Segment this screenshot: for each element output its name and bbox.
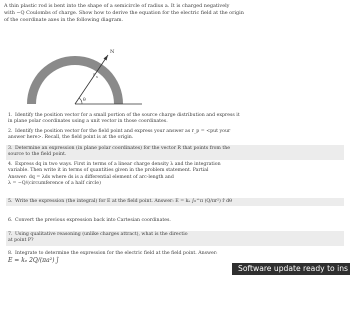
semicircle-rod — [27, 56, 123, 104]
label-theta: θ — [83, 98, 86, 103]
question-text: Write the expression (the integral) for E at the field point. Answer: E = kₑ ∫₀^π (Q/πr²) r̂ dθ — [14, 199, 232, 204]
question-text: Identify the position vector for the field point and express your answer as r_p = <put your — [14, 129, 231, 134]
question-3 — [6, 145, 344, 160]
arrowhead-icon — [104, 55, 109, 61]
question-text: in plane polar coordinates using a unit vector in those coordinates. — [8, 119, 168, 125]
question-number: 3. — [8, 146, 13, 151]
question-text: Determine an expression (in plane polar coordinates) for the vector R that points from the — [14, 146, 231, 151]
question-1 — [8, 113, 338, 126]
question-text: answer here>. Recall, the field point is at the origin. — [8, 135, 134, 141]
question-text: Integrate to determine the expression for the electric field at the field point. Answer: — [14, 251, 218, 256]
question-number: 1. — [8, 113, 13, 118]
question-7 — [6, 231, 344, 246]
intro-line: of the coordinate axes in the following diagram. — [4, 17, 124, 23]
intro-line: A thin plastic rod is bent into the shape of a semicircle of radius a. It is charged negatively — [4, 3, 230, 9]
question-text: variable. Then write it in terms of quantities given in the problem statement. Partial — [8, 168, 209, 174]
question-5 — [6, 198, 344, 206]
question-2 — [8, 129, 338, 142]
question-text: Express dq in two ways. First in terms of a linear charge density λ and the integration — [14, 162, 221, 167]
notification-text: Software update ready to ins — [238, 264, 348, 273]
question-number: 6. — [8, 218, 13, 223]
question-text: Convert the previous expression back into Cartesian coordinates. — [14, 218, 171, 223]
label-r: r — [93, 72, 96, 78]
problem-statement — [4, 3, 334, 24]
question-6 — [8, 218, 338, 224]
charge-density-answer: λ = −Q/(circumference of a half circle) — [8, 180, 101, 186]
question-number: 4. — [8, 162, 13, 167]
question-4 — [8, 162, 338, 187]
label-r-sub: s — [96, 75, 98, 79]
semicircle-diagram — [10, 38, 185, 108]
electric-field-answer: E = kₑ 2Q/(πa²) ĵ — [8, 257, 59, 265]
question-text: Using qualitative reasoning (unlike charges attract), what is the directio — [14, 232, 188, 237]
software-update-notification[interactable] — [232, 263, 350, 275]
label-n: N — [110, 49, 115, 55]
question-number: 5. — [8, 199, 13, 204]
question-number: 8. — [8, 251, 13, 256]
question-text: at point P? — [8, 238, 34, 244]
question-number: 2. — [8, 129, 13, 134]
question-text: source to the field point. — [8, 152, 67, 158]
intro-line: with −Q Coulombs of charge. Show how to derive the equation for the electric field at the origin — [4, 10, 244, 16]
question-number: 7. — [8, 232, 13, 237]
angle-arc — [79, 98, 82, 104]
question-text: Answer: dq = λds where ds is a differential element of arc-length and — [8, 174, 174, 180]
question-text: Identify the position vector for a small portion of the source charge distribution and express it — [14, 113, 240, 118]
